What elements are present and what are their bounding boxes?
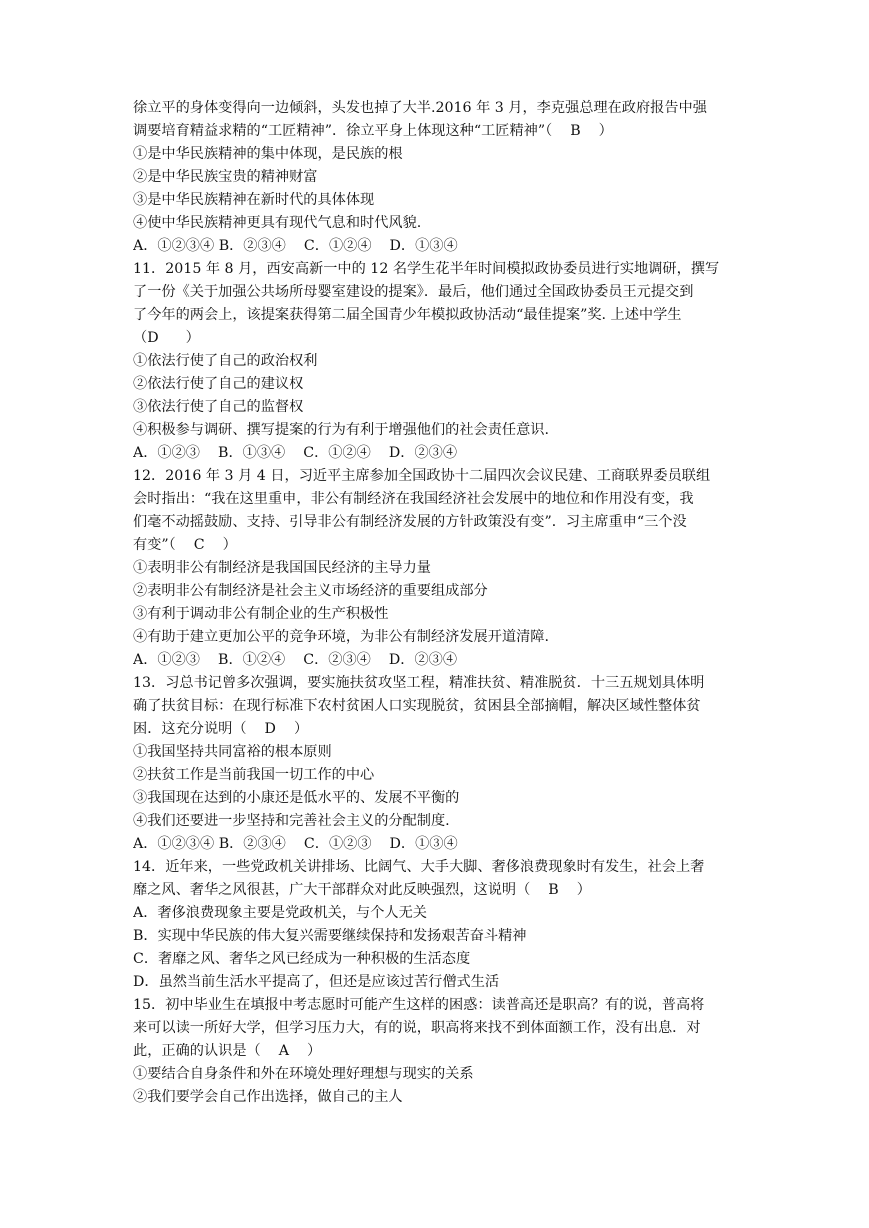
text-line: ①我国坚持共同富裕的根本原则 xyxy=(133,744,332,760)
text-line: 了一份《关于加强公共场所母婴室建设的提案》．最后，他们通过全国政协委员王元提交到 xyxy=(133,284,694,300)
text-line: 调要培育精益求精的“工匠精神”．徐立平身上体现这种“工匠精神”（ B ） xyxy=(133,123,613,139)
text-line: ②我们要学会自己作出选择，做自己的主人 xyxy=(133,1089,403,1105)
text-line: 来可以读一所好大学，但学习压力大，有的说，职高将来找不到体面额工作，没有出息．对 xyxy=(133,1020,701,1036)
text-line: ④我们还要进一步坚持和完善社会主义的分配制度. xyxy=(133,813,450,829)
text-line: ③是中华民族精神在新时代的具体体现 xyxy=(133,192,375,208)
text-line: ①表明非公有制经济是我国国民经济的主导力量 xyxy=(133,560,431,576)
text-line: ①是中华民族精神的集中体现，是民族的根 xyxy=(133,146,403,162)
text-line: ③依法行使了自己的监督权 xyxy=(133,399,304,415)
text-line: 有变”（ C ） xyxy=(133,537,237,553)
text-line: 15．初中毕业生在填报中考志愿时可能产生这样的困惑：读普高还是职高？有的说，普高将 xyxy=(133,997,705,1013)
text-line: ①要结合自身条件和外在环境处理好理想与现实的关系 xyxy=(133,1066,474,1082)
text-line: ④使中华民族精神更具有现代气息和时代风貌. xyxy=(133,215,422,231)
text-line: A．①②③④ B．②③④ C．①②③ D．①③④ xyxy=(133,836,458,852)
text-line: ②扶贫工作是当前我国一切工作的中心 xyxy=(133,767,375,783)
text-line: C．奢靡之风、奢华之风已经成为一种积极的生活态度 xyxy=(133,951,471,967)
text-line: A．①②③ B．①②④ C．②③④ D．②③④ xyxy=(133,652,458,668)
text-line: A．①②③④ B．②③④ C．①②④ D．①③④ xyxy=(133,238,458,254)
text-line: ②依法行使了自己的建议权 xyxy=(133,376,304,392)
text-line: ②是中华民族宝贵的精神财富 xyxy=(133,169,318,185)
text-line: B．实现中华民族的伟大复兴需要继续保持和发扬艰苦奋斗精神 xyxy=(133,928,527,944)
text-line: ④积极参与调研、撰写提案的行为有利于增强他们的社会责任意识. xyxy=(133,422,549,438)
text-line: 靡之风、奢华之风很甚，广大干部群众对此反映强烈，这说明（ B ） xyxy=(133,882,591,898)
text-line: A．①②③ B．①③④ C．①②④ D．②③④ xyxy=(133,445,458,461)
text-line: 了今年的两会上，该提案获得第二届全国青少年模拟政协活动“最佳提案”奖. 上述中学生 xyxy=(133,307,682,323)
text-line: ①依法行使了自己的政治权利 xyxy=(133,353,318,369)
text-line: ③有利于调动非公有制企业的生产积极性 xyxy=(133,606,389,622)
text-line: 徐立平的身体变得向一边倾斜，头发也掉了大半.2016 年 3 月，李克强总理在政府报告中强 xyxy=(133,100,707,116)
text-line: 们毫不动摇鼓励、支持、引导非公有制经济发展的方针政策没有变”．习主席重申“三个没 xyxy=(133,514,687,530)
text-line: 会时指出：“我在这里重申，非公有制经济在我国经济社会发展中的地位和作用没有变，我 xyxy=(133,491,694,507)
text-line: ③我国现在达到的小康还是低水平的、发展不平衡的 xyxy=(133,790,460,806)
text-line: （D ） xyxy=(133,330,200,346)
text-line: 14．近年来，一些党政机关讲排场、比阔气、大手大脚、奢侈浪费现象时有发生，社会上奢 xyxy=(133,859,705,875)
text-line: 13．习总书记曾多次强调，要实施扶贫攻坚工程，精准扶贫、精准脱贫．十三五规划具体明 xyxy=(133,675,705,691)
text-line: D．虽然当前生活水平提高了，但还是应该过苦行僧式生活 xyxy=(133,974,500,990)
text-line: 确了扶贫目标：在现行标准下农村贫困人口实现脱贫，贫困县全部摘帽，解决区域性整体贫 xyxy=(133,698,701,714)
text-line: 此，正确的认识是（ A ） xyxy=(133,1043,322,1059)
text-line: 困．这充分说明（ D ） xyxy=(133,721,309,737)
text-line: 12．2016 年 3 月 4 日，习近平主席参加全国政协十二届四次会议民建、工商联界委员联组 xyxy=(133,468,711,484)
text-line: ④有助于建立更加公平的竞争环境，为非公有制经济发展开道清障. xyxy=(133,629,549,645)
text-line: ②表明非公有制经济是社会主义市场经济的重要组成部分 xyxy=(133,583,488,599)
text-line: A．奢侈浪费现象主要是党政机关，与个人无关 xyxy=(133,905,427,921)
text-line: 11．2015 年 8 月，西安高新一中的 12 名学生花半年时间模拟政协委员进行实地调研，撰写 xyxy=(133,261,720,277)
